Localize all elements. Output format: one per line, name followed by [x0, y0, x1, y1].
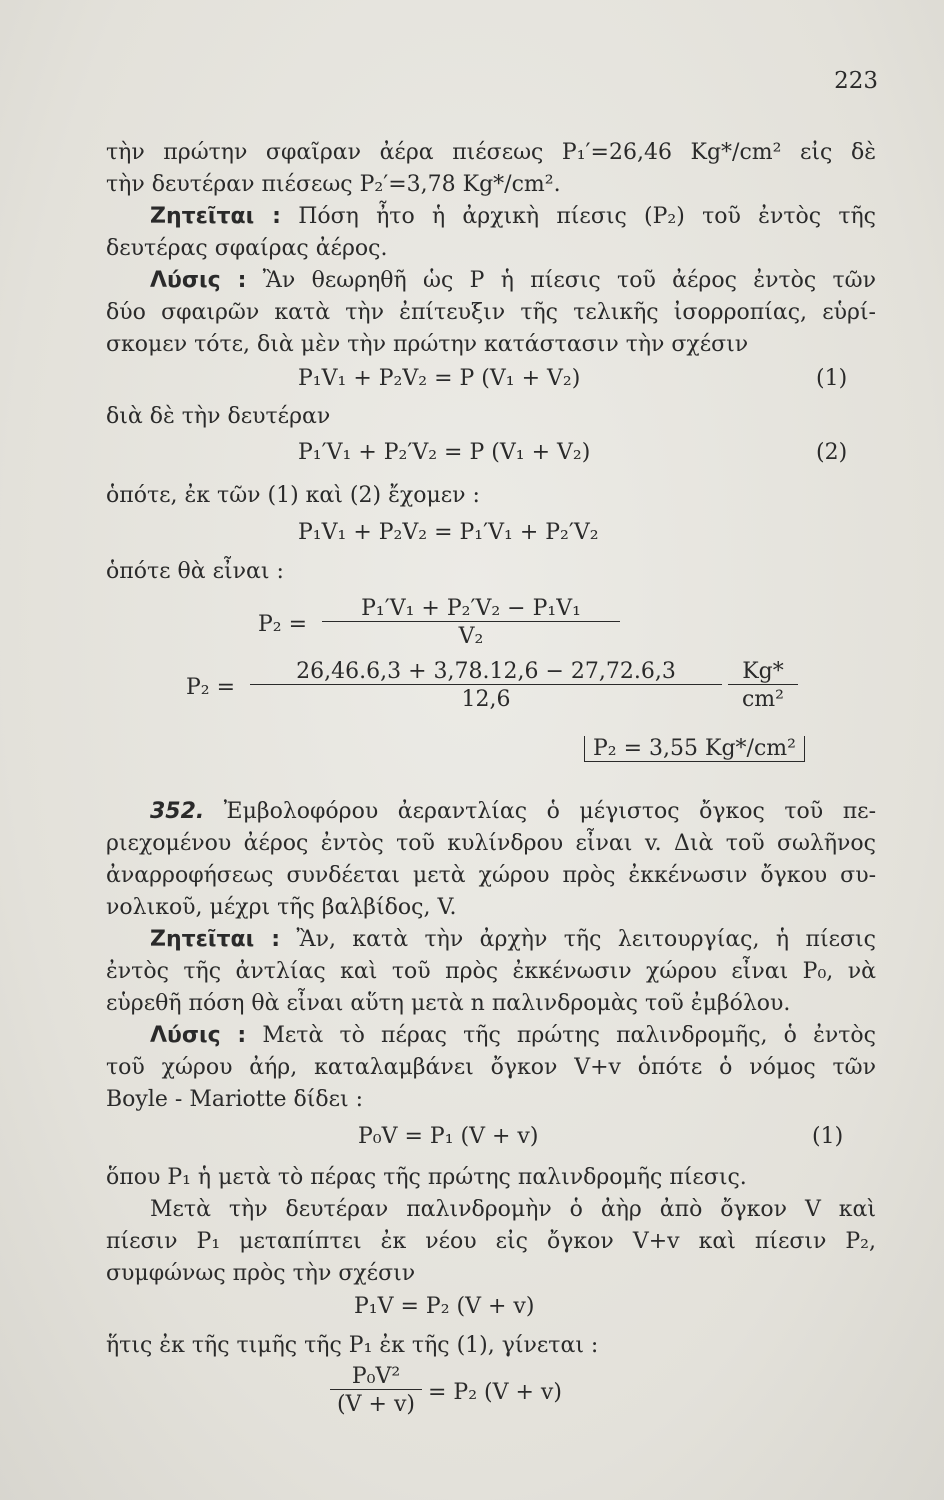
- text-line-1: τὴν πρώτην σφαῖραν ἀέρα πιέσεως P₁′=26,46 Kg*/cm² εἰς δὲ: [106, 140, 876, 165]
- equation-4-lhs: P₂ =: [258, 612, 308, 637]
- problem-352-line-8: [150, 1020, 876, 1052]
- equation-4-numerator: P₁′V₁ + P₂′V₂ − P₁V₁: [361, 596, 581, 621]
- question-text: Πόση ἦτο ἡ ἀρχικὴ πίεσις (P₂) τοῦ ἐντὸς τῆς: [280, 204, 877, 229]
- problem-352-line-13: πίεσιν P₁ μεταπίπτει ἐκ νέου εἰς ὄγκον V+v καὶ πίεσιν P₂,: [106, 1229, 876, 1254]
- text-line-3: [150, 201, 876, 233]
- equation-1-number: (1): [816, 366, 848, 391]
- equation-7: P₁V = P₂ (V + v): [354, 1294, 535, 1319]
- page-number: 223: [834, 68, 878, 94]
- text-line-2: τὴν δευτέραν πιέσεως P₂′=3,78 Kg*/cm².: [106, 172, 561, 197]
- equation-8-fraction: [330, 1364, 422, 1417]
- problem-352-text: Ἐμβολοφόρου ἀεραντλίας ὁ μέγιστος ὄγκος τοῦ πε-: [204, 799, 876, 824]
- problem-number: 352.: [150, 799, 205, 824]
- problem-352-line-5: [150, 924, 876, 956]
- problem-352-line-14: συμφώνως πρὸς τὴν σχέσιν: [106, 1261, 416, 1286]
- equation-2-number: (2): [816, 440, 848, 465]
- text-line-7: σκομεν τότε, διὰ μὲν τὴν πρώτην κατάστασιν τὴν σχέσιν: [106, 332, 749, 357]
- equation-5-unit: [728, 659, 798, 712]
- equation-5-denominator: 12,6: [250, 684, 722, 712]
- zhteitai-label-2: Ζητεῖται :: [150, 927, 281, 952]
- problem-352-line-2: ριεχομένου ἀέρος ἐντὸς τοῦ κυλίνδρου εἶναι v. Διὰ τοῦ σωλῆνος: [106, 831, 876, 856]
- text-line-8: διὰ δὲ τὴν δευτέραν: [106, 404, 331, 429]
- problem-352-line-10: Boyle - Mariotte δίδει :: [106, 1087, 363, 1112]
- equation-5-unit-denominator: cm²: [728, 684, 798, 712]
- solution-text: Ἂν θεωρηθῆ ὡς P ἡ πίεσις τοῦ ἀέρος ἐντὸς τῶν: [246, 268, 876, 293]
- equation-1: P₁V₁ + P₂V₂ = P (V₁ + V₂): [298, 366, 581, 391]
- question-text-2: Ἂν, κατὰ τὴν ἀρχὴν τῆς λειτουργίας, ἡ πίεσις: [280, 927, 876, 952]
- problem-352-line-4: νολικοῦ, μέχρι τῆς βαλβίδος, V.: [106, 895, 457, 920]
- text-line-4: δευτέρας σφαίρας ἀέρος.: [106, 236, 388, 261]
- problem-352-line-6: ἐντὸς τῆς ἀντλίας καὶ τοῦ πρὸς ἐκκένωσιν χώρου εἶναι P₀, νὰ: [106, 959, 876, 984]
- lysis-label-2: Λύσις :: [150, 1023, 247, 1048]
- equation-3: P₁V₁ + P₂V₂ = P₁′V₁ + P₂′V₂: [298, 520, 599, 545]
- problem-352-line-11: ὅπου P₁ ἡ μετὰ τὸ πέρας τῆς πρώτης παλινδρομῆς πίεσις.: [106, 1165, 747, 1190]
- problem-352-line-9: τοῦ χώρου ἀήρ, καταλαμβάνει ὄγκον V+v ὁπότε ὁ νόμος τῶν: [106, 1055, 876, 1080]
- problem-352-line-3: ἀναρροφήσεως συνδέεται μετὰ χώρου πρὸς ἐκκένωσιν ὄγκου συ-: [106, 863, 876, 888]
- text-line-10: ὁπότε θὰ εἶναι :: [106, 559, 284, 584]
- lysis-label: Λύσις :: [150, 268, 247, 293]
- equation-5-unit-numerator: Kg*: [742, 659, 784, 684]
- equation-8-denominator: (V + v): [330, 1389, 422, 1417]
- problem-352-line-7: εὑρεθῆ πόση θὰ εἶναι αὕτη μετὰ n παλινδρομὰς τοῦ ἐμβόλου.: [106, 991, 791, 1016]
- equation-5-numerator: 26,46.6,3 + 3,78.12,6 − 27,72.6,3: [296, 659, 676, 684]
- text-line-6: δύο σφαιρῶν κατὰ τὴν ἐπίτευξιν τῆς τελικῆς ἰσορροπίας, εὑρί-: [106, 300, 876, 325]
- equation-5-fraction: [250, 659, 722, 712]
- result-box: P₂ = 3,55 Kg*/cm²: [584, 736, 805, 762]
- solution-text-2: Μετὰ τὸ πέρας τῆς πρώτης παλινδρομῆς, ὁ ἐντὸς: [246, 1023, 876, 1048]
- text-line-5: [150, 265, 876, 297]
- equation-6: P₀V = P₁ (V + v): [358, 1124, 539, 1149]
- equation-4-fraction: [322, 596, 620, 649]
- equation-6-number: (1): [812, 1124, 844, 1149]
- equation-4-denominator: V₂: [322, 621, 620, 649]
- problem-352-line-12: Μετὰ τὴν δευτέραν παλινδρομὴν ὁ ἀὴρ ἀπὸ ὄγκον V καὶ: [150, 1197, 876, 1222]
- zhteitai-label: Ζητεῖται :: [150, 204, 281, 229]
- problem-352-line-15: ἥτις ἐκ τῆς τιμῆς τῆς P₁ ἐκ τῆς (1), γίνεται :: [106, 1333, 599, 1358]
- equation-2: P₁′V₁ + P₂′V₂ = P (V₁ + V₂): [298, 440, 591, 465]
- equation-8-numerator: P₀V²: [351, 1364, 401, 1389]
- equation-5-lhs: P₂ =: [186, 675, 236, 700]
- text-line-9: ὁπότε, ἐκ τῶν (1) καὶ (2) ἔχομεν :: [106, 483, 480, 508]
- equation-8-rhs: = P₂ (V + v): [428, 1380, 562, 1405]
- problem-352-line-1: [150, 796, 876, 828]
